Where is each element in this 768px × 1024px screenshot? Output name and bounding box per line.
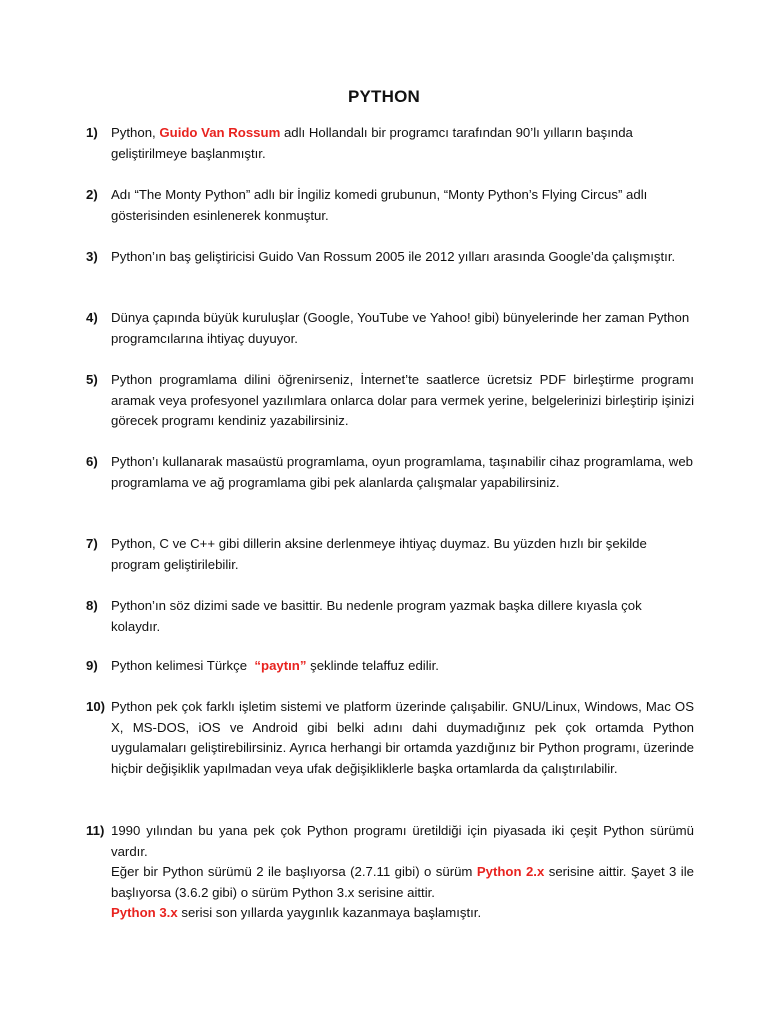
item-text [111,123,694,164]
item-line [111,903,694,924]
highlight-text: “paytın” [254,658,307,673]
item-number: 2) [86,187,98,202]
item-text: Adı “The Monty Python” adlı bir İngiliz komedi grubunun, “Monty Python’s Flying Circus” adlı gösterisinden esinlenerek konmuştur. [111,187,648,223]
text-span: Python kelimesi Türkçe [111,658,255,673]
item-line: 1990 yılından bu yana pek çok Python programı üretildiği için piyasada iki çeşit Python sürümü vardır. [111,823,694,859]
text-span: Eğer bir Python sürümü 2 ile başlıyorsa (2.7.11 gibi) o sürüm [111,864,477,880]
item-number: 6) [86,454,98,469]
item-text: Dünya çapında büyük kuruluşlar (Google, YouTube ve Yahoo! gibi) bünyelerinde her zaman Python programcılarına ihtiyaç duyuyor. [111,310,690,346]
text-span: şeklinde telaffuz edilir. [306,658,439,673]
item-number: 4) [86,310,98,325]
item-text [111,656,694,677]
text-span: serisine aittir. Şayet 3 ile başlıyorsa (3.6.2 gibi) o sürüm Python 3.x serisine aittir. [111,864,694,900]
text-span: adlı Hollandalı bir programcı tarafından 90’lı yılların başında geliştirilmeye başlanmıştır. [111,125,633,161]
list-item [86,821,694,924]
text-span: serisi son yıllarda yaygınlık kazanmaya başlamıştır. [177,905,482,921]
list-item [86,247,694,268]
text-span: Python, [111,125,160,140]
item-text: Python’ı kullanarak masaüstü programlama, oyun programlama, taşınabilir cihaz programlama, web programlama ve ağ programlama gibi pek alanlarda çalışmalar yapabilirsiniz. [111,454,693,490]
list-item [86,308,694,349]
list-item [86,370,694,432]
item-text [111,821,694,924]
item-number: 9) [86,658,98,673]
item-number: 10) [86,699,106,714]
list-item [86,656,694,677]
item-number: 3) [86,249,98,264]
item-line [111,862,694,903]
page-title: PYTHON [347,87,421,106]
item-text: Python’ın baş geliştiricisi Guido Van Rossum 2005 ile 2012 yılları arasında Google’da çalışmıştır. [111,249,676,264]
item-text: Python pek çok farklı işletim sistemi ve platform üzerinde çalışabilir. GNU/Linux, Windows, Mac OS X, MS-DOS, iOS ve Android gibi belki adını dahi duymadığınız pek çok ortamda Python uygulamaları geliştirebilirsiniz. Ayrıca herhangi bir ortamda yazdığınız bir Python programı, üzerinde hiçbir değişiklik yapılmadan veya ufak değişikliklerle başka ortamlarda da çalıştırılabilir. [111,699,694,776]
item-text: Python, C ve C++ gibi dillerin aksine derlenmeye ihtiyaç duymaz. Bu yüzden hızlı bir şekilde program geliştirilebilir. [111,536,647,572]
list-item [86,123,694,164]
item-text: Python programlama dilini öğrenirseniz, İnternet’te saatlerce ücretsiz PDF birleştirme programı aramak veya profesyonel yazılımlara onlarca dolar para vermek yerine, belgelerinizi birleştirip işinizi görecek programı kendiniz yazabilirsiniz. [111,372,694,429]
highlight-text: Python 3.x [111,905,178,921]
list-item [86,534,694,575]
list-item [86,452,694,493]
item-number: 7) [86,536,98,551]
list-item [86,697,694,779]
item-number: 11) [86,823,105,838]
list-item [86,185,694,226]
item-text: Python’ın söz dizimi sade ve basittir. Bu nedenle program yazmak başka dillere kıyasla çok kolaydır. [111,598,642,634]
highlight-text: Python 2.x [476,864,545,880]
item-number: 1) [86,125,98,140]
list-item [86,596,694,637]
item-number: 8) [86,598,98,613]
highlight-text: Guido Van Rossum [159,125,281,140]
item-number: 5) [86,372,98,387]
